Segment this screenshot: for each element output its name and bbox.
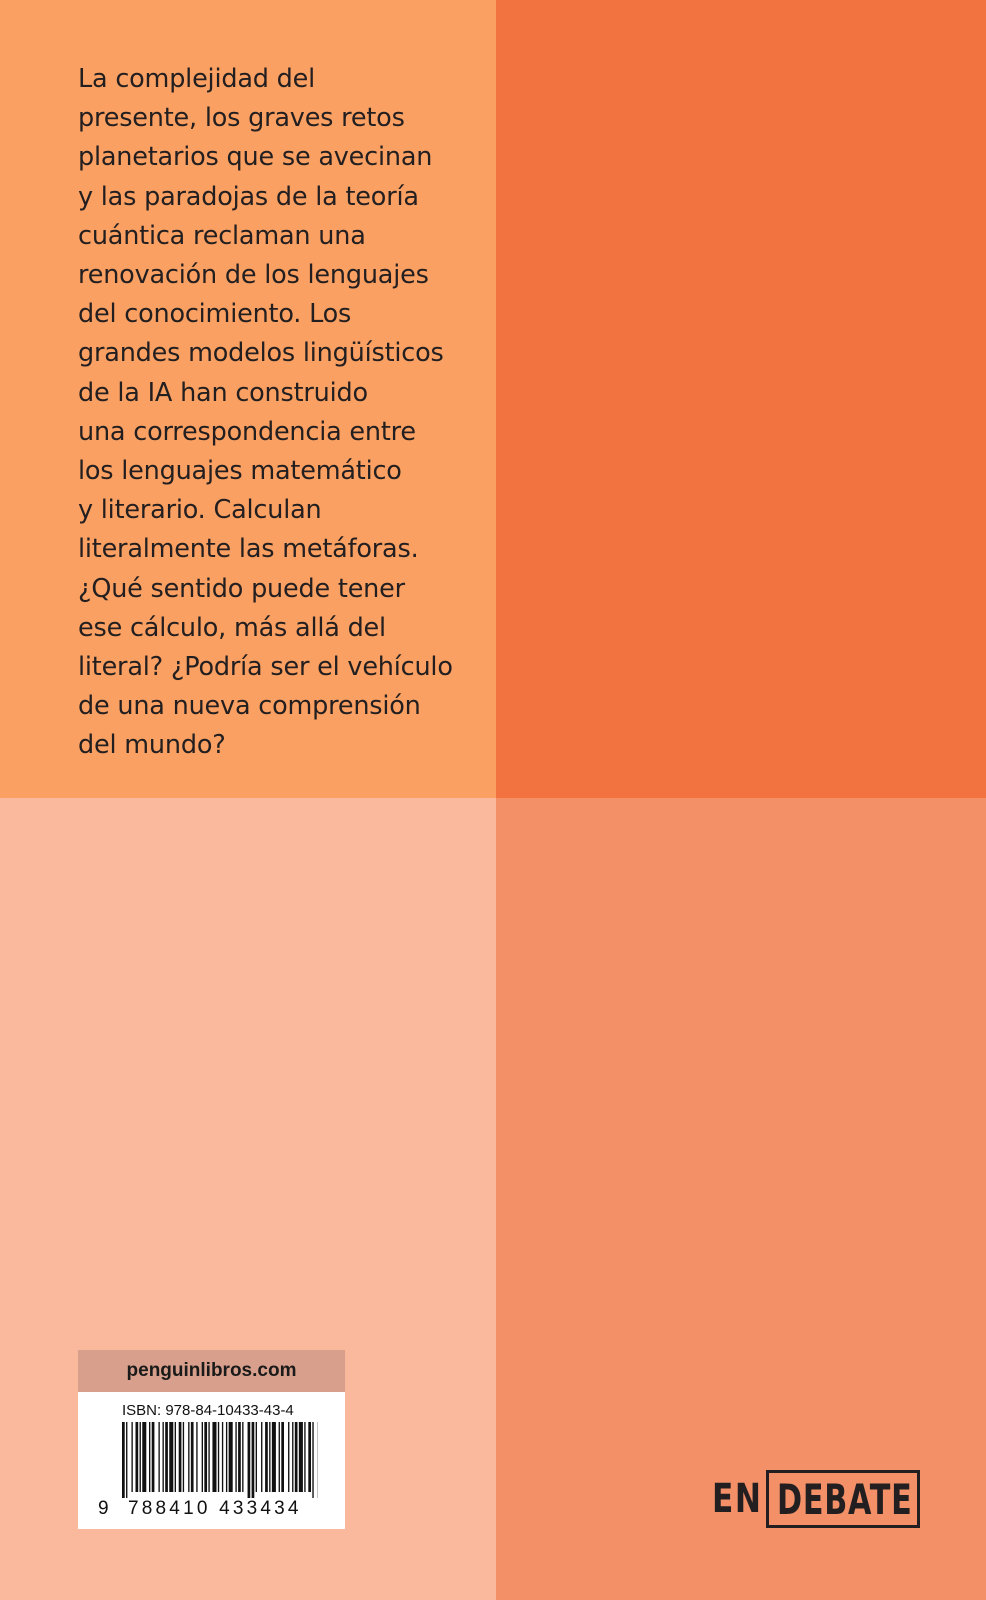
ean-digits: 788410 433434 [128,1498,302,1519]
barcode-bar [136,1422,139,1492]
barcode-bar [204,1422,207,1492]
blurb-line: grandes modelos lingüísticos [78,338,444,369]
barcode-bar [131,1422,132,1492]
logo-name-box [766,1470,920,1528]
back-cover-blurb [78,60,478,766]
blurb-line: y las paradojas de la teoría [78,181,419,212]
barcode-bar [163,1422,164,1492]
barcode-bar [308,1422,311,1492]
barcode-bar [218,1422,219,1492]
barcode-bar [312,1422,313,1498]
blurb-line: renovación de los lenguajes [78,260,429,291]
barcode-bar [169,1422,173,1492]
blurb-line: ¿Qué sentido puede tener [78,573,405,604]
logo-name: DEBATE [777,1474,913,1524]
barcode-bar [261,1422,262,1492]
blurb-line: cuántica reclaman una [78,220,366,251]
barcode-bar [222,1422,223,1492]
barcode-bar [152,1422,155,1492]
blurb-line: de la IA han construido [78,377,368,408]
barcode-bar [183,1422,184,1492]
blurb-line: los lenguajes matemático [78,456,402,487]
blurb-line: planetarios que se avecinan [78,142,433,173]
isbn-label: ISBN: 978-84-10433-43-4 [122,1402,294,1419]
barcode-bar [175,1422,176,1492]
barcode-bar [288,1422,289,1492]
barcode-bar [188,1422,189,1492]
barcode-bar [202,1422,203,1492]
blurb-line: del mundo? [78,730,226,761]
barcode-bar [299,1422,303,1492]
blurb-line: del conocimiento. Los [78,299,352,330]
blurb-line: literal? ¿Podría ser el vehículo [78,652,453,683]
barcode-bar [235,1422,236,1492]
barcode-bar [158,1422,159,1492]
barcode-bar [252,1422,255,1498]
barcode-bar [191,1422,194,1492]
barcode-bar [122,1422,125,1498]
barcode-bars [122,1422,318,1498]
back-cover-top-right-panel [496,0,986,798]
publisher-website: penguinlibros.com [78,1350,345,1392]
blurb-line: ese cálculo, más allá del [78,612,386,643]
blurb-line: literalmente las metáforas. [78,534,419,565]
barcode-bar [126,1422,127,1498]
barcode-bar [292,1422,293,1492]
blurb-line: y literario. Calculan [78,495,322,526]
publisher-logo [712,1470,920,1528]
barcode-bar [265,1422,268,1492]
barcode-bar [179,1422,182,1492]
barcode-bar [238,1422,241,1492]
barcode-bar [226,1422,227,1492]
barcode-block [78,1350,345,1529]
barcode-bar [208,1422,209,1492]
blurb-line: una correspondencia entre [78,416,416,447]
blurb-line: La complejidad del [78,64,315,94]
barcode-bar [281,1422,284,1492]
blurb-line: de una nueva comprensión [78,691,421,722]
barcode-bar [248,1422,251,1498]
barcode-bar [256,1422,257,1492]
barcode-bar [196,1422,197,1492]
barcode-bar [242,1422,243,1492]
barcode-bar [304,1422,305,1492]
barcode-bar [149,1422,150,1492]
barcode-bar [269,1422,270,1492]
barcode-bar [140,1422,141,1492]
barcode-bar [295,1422,298,1492]
barcode-bar [272,1422,276,1492]
barcode-bar [142,1422,146,1492]
ean-first-digit: 9 [98,1498,109,1519]
barcode-bar [279,1422,280,1492]
blurb-line: presente, los graves retos [78,103,405,134]
barcode-bar [212,1422,216,1492]
logo-prefix: EN [712,1476,763,1522]
barcode-bar [229,1422,233,1492]
barcode-bar [165,1422,168,1492]
